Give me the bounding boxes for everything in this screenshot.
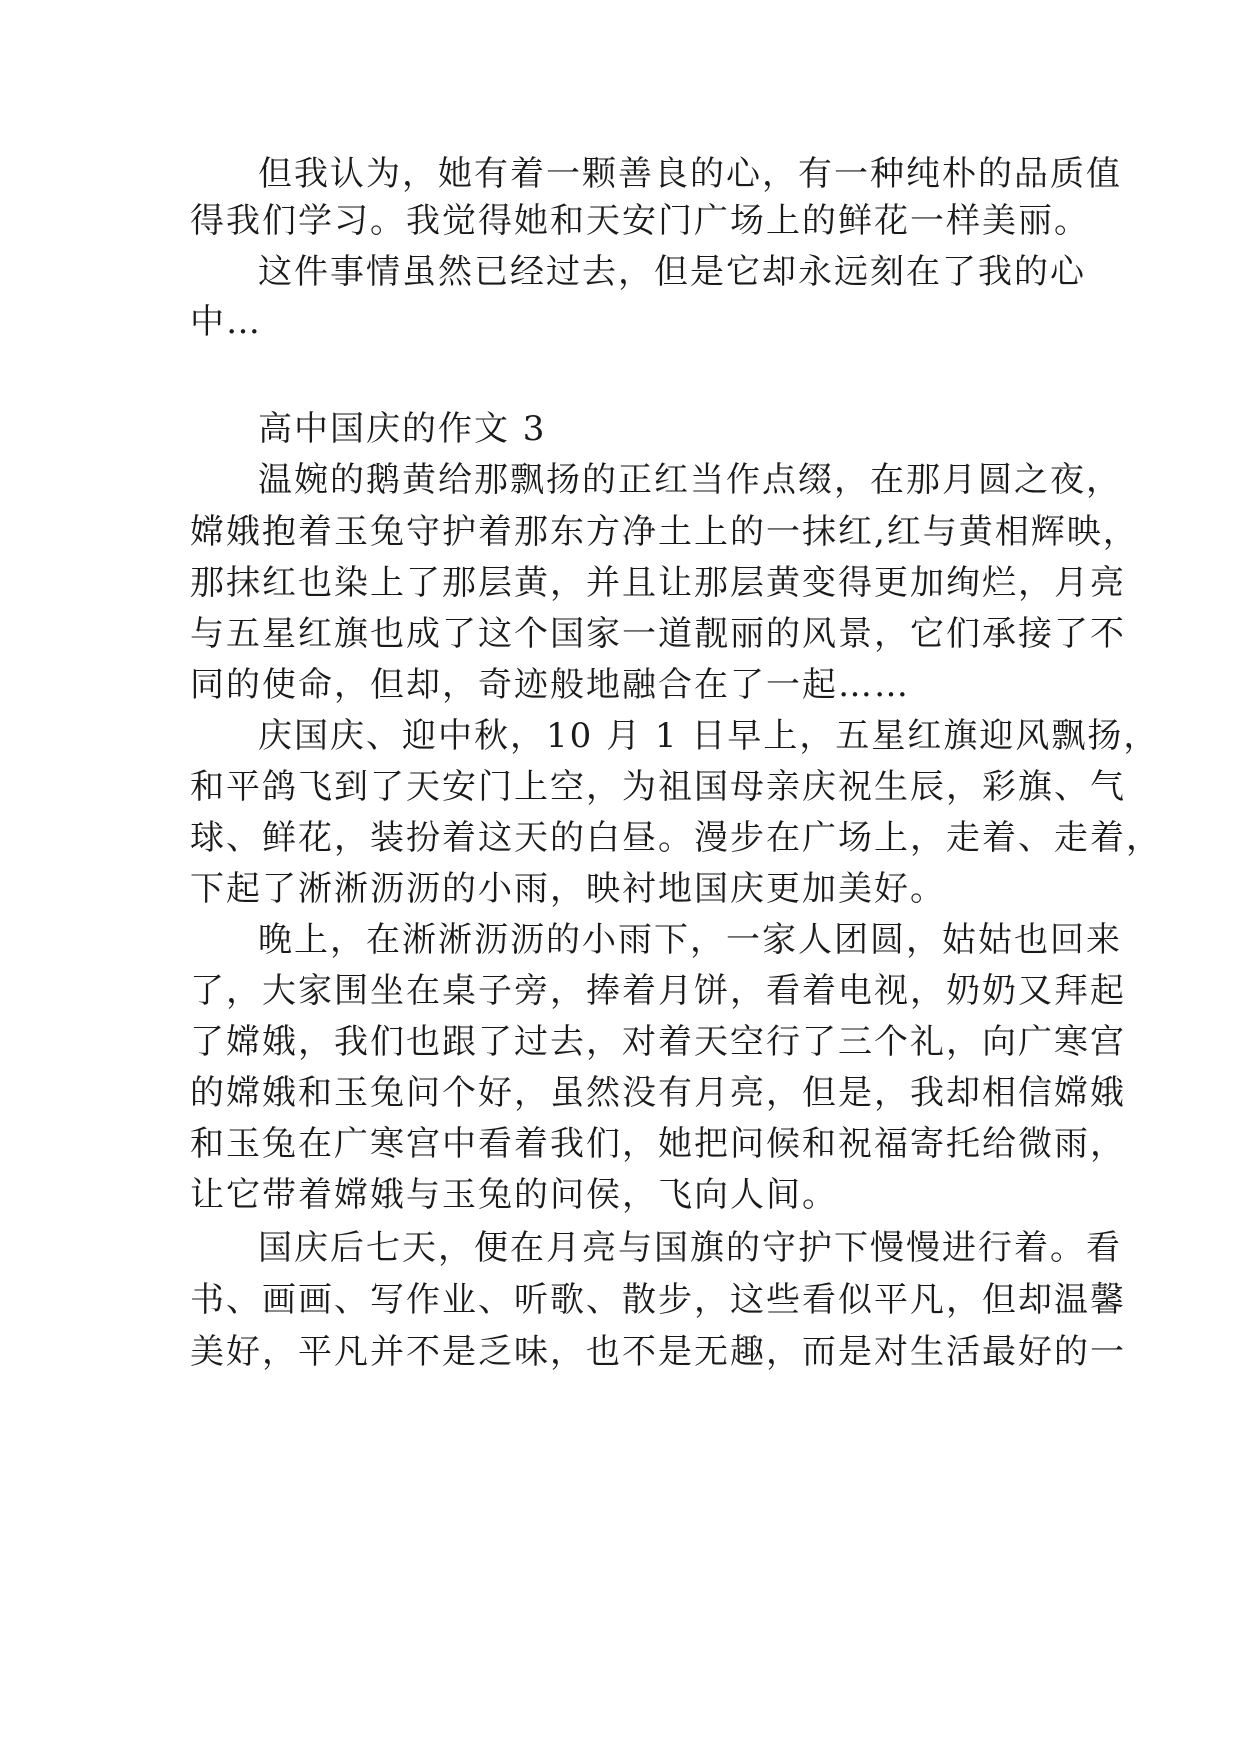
text-line: 那抹红也染上了那层黄，并且让那层黄变得更加绚烂，月亮 [190, 563, 1126, 603]
text-line: 得我们学习。我觉得她和天安门广场上的鲜花一样美丽。 [190, 201, 1090, 241]
text-line: 和玉兔在广寒宫中看着我们，她把问候和祝福寄托给微雨， [190, 1124, 1126, 1164]
text-line: 嫦娥抱着玉兔守护着那东方净土上的一抹红,红与黄相辉映， [190, 512, 1139, 552]
section-heading: 高中国庆的作文 3 [258, 409, 547, 449]
text-line: 但我认为，她有着一颗善良的心，有一种纯朴的品质值 [258, 154, 1122, 194]
text-line: 球、鲜花，装扮着这天的白昼。漫步在广场上，走着、走着， [190, 818, 1162, 858]
text-line: 书、画画、写作业、听歌、散步，这些看似平凡，但却温馨 [190, 1280, 1126, 1320]
text-line: 让它带着嫦娥与玉兔的问侯，飞向人间。 [190, 1175, 838, 1215]
text-line: 这件事情虽然已经过去，但是它却永远刻在了我的心 [258, 252, 1086, 292]
document-page [190, 0, 1162, 1754]
text-line: 了嫦娥，我们也跟了过去，对着天空行了三个礼，向广寒宫 [190, 1022, 1126, 1062]
text-line: 晚上，在淅淅沥沥的小雨下，一家人团圆，姑姑也回来 [258, 920, 1122, 960]
text-line: 下起了淅淅沥沥的小雨，映衬地国庆更加美好。 [190, 869, 946, 909]
text-line: 了，大家围坐在桌子旁，捧着月饼，看着电视，奶奶又拜起 [190, 971, 1126, 1011]
text-line: 国庆后七天，便在月亮与国旗的守护下慢慢进行着。看 [258, 1228, 1122, 1268]
text-line: 温婉的鹅黄给那飘扬的正红当作点缀，在那月圆之夜， [258, 460, 1122, 500]
text-line: 同的使命，但却，奇迹般地融合在了一起…… [190, 665, 910, 705]
text-line: 美好，平凡并不是乏味，也不是无趣，而是对生活最好的一 [190, 1332, 1126, 1372]
text-line: 和平鸽飞到了天安门上空，为祖国母亲庆祝生辰，彩旗、气 [190, 767, 1126, 807]
text-line: 中… [190, 302, 262, 342]
text-line: 庆国庆、迎中秋，10 月 1 日早上，五星红旗迎风飘扬， [258, 716, 1160, 756]
text-line: 的嫦娥和玉兔问个好，虽然没有月亮，但是，我却相信嫦娥 [190, 1073, 1126, 1113]
text-line: 与五星红旗也成了这个国家一道靓丽的风景，它们承接了不 [190, 614, 1126, 654]
